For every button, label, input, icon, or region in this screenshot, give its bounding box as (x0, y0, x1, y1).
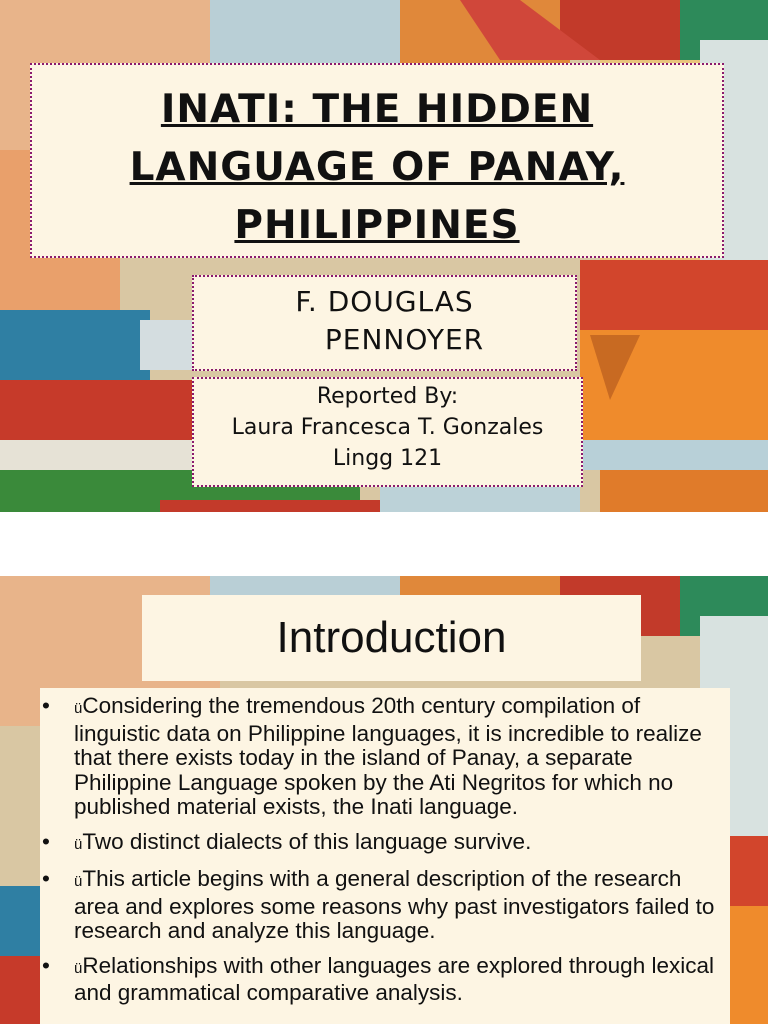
intro-heading-box (142, 595, 641, 681)
slide-title-line: PHILIPPINES (234, 203, 520, 248)
intro-heading: Introduction (276, 613, 507, 662)
course-code: Lingg 121 (332, 446, 443, 471)
bullet-dot-icon: • (42, 952, 50, 978)
bullet-text: Relationships with other languages are explored through lexical and grammatical comparative analysis. (74, 952, 714, 1005)
author-box (192, 275, 577, 371)
bullet-item (40, 954, 730, 1006)
checkmark-glyph: ü (74, 835, 83, 853)
bullet-text: This article begins with a general description of the research area and explores some reasons why past investigators failed to research and analyze this language. (74, 866, 715, 943)
bullet-list (40, 694, 730, 1016)
title-box (30, 63, 724, 258)
bullet-text: Considering the tremendous 20th century compilation of linguistic data on Philippine languages, it is incredible to realize that there exists today in the island of Panay, a separate Philippine Language spoken by the Ati Negritos for which no published material exists, the Inati language. (74, 693, 702, 819)
bullet-item (40, 830, 730, 858)
bullet-dot-icon: • (42, 693, 50, 718)
checkmark-glyph: ü (74, 959, 83, 977)
bullet-text: Two distinct dialects of this language survive. (82, 828, 532, 854)
introduction-slide (0, 576, 768, 1024)
bullet-dot-icon: • (42, 828, 50, 854)
bullet-item (40, 867, 730, 944)
bullet-item (40, 694, 730, 820)
checkmark-glyph: ü (74, 873, 83, 890)
slide-separator (0, 512, 768, 576)
author-name-line: F. DOUGLAS (295, 285, 474, 318)
reported-by-label: Reported By: (316, 384, 459, 409)
slide-title-line: INATI: THE HIDDEN (160, 87, 594, 132)
slide-title-line: LANGUAGE OF PANAY, (129, 145, 625, 190)
reporter-box (192, 377, 583, 487)
intro-content-box (40, 688, 730, 1024)
reporter-name: Laura Francesca T. Gonzales (231, 415, 544, 440)
bullet-dot-icon: • (42, 866, 50, 891)
slide-title (32, 81, 722, 255)
author-name-line: PENNOYER (324, 323, 485, 356)
checkmark-glyph: ü (74, 700, 83, 717)
